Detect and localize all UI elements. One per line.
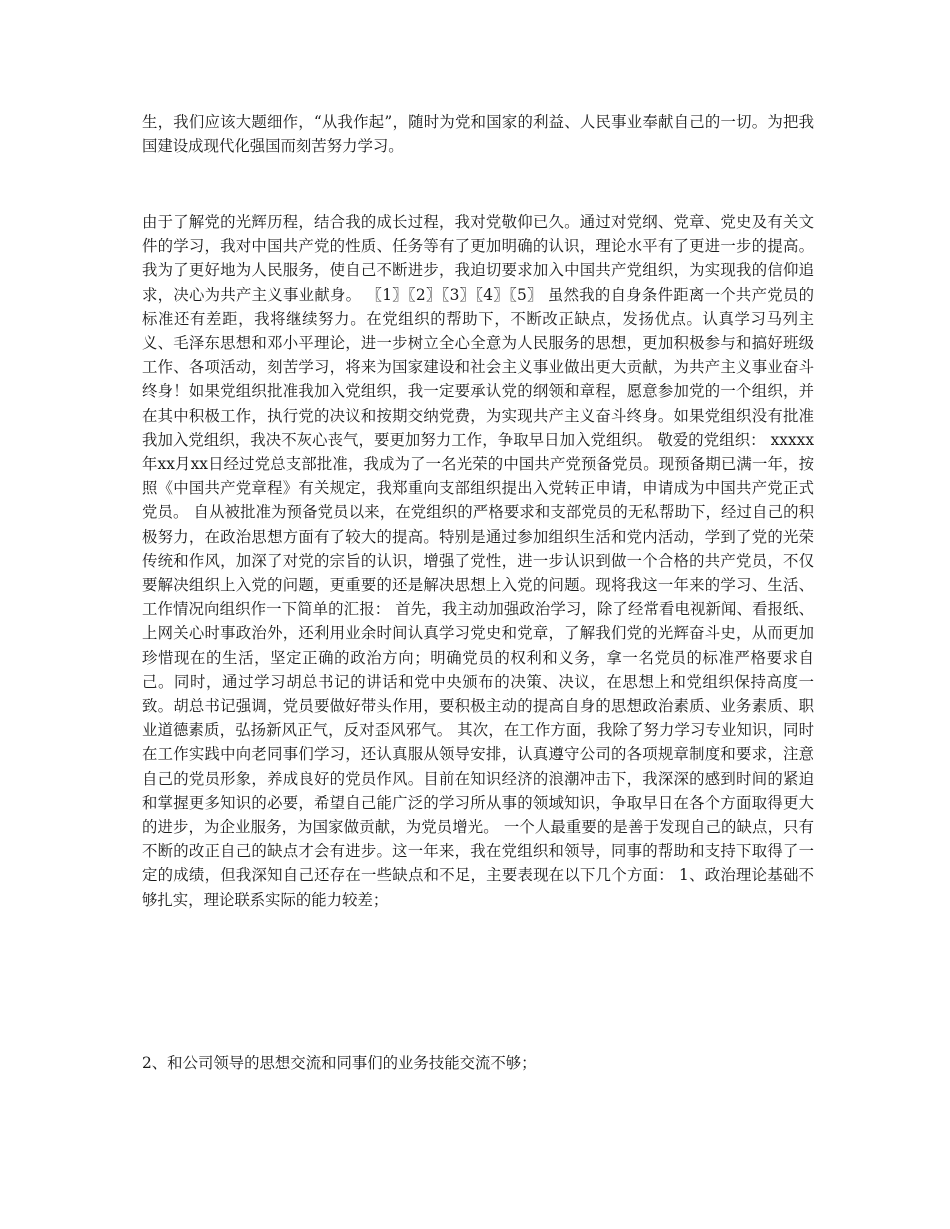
paragraph-2: 由于了解党的光辉历程，结合我的成长过程，我对党敬仰已久。通过对党纲、党章、党史及有关文件的学习，我对中国共产党的性质、任务等有了更加明确的认识，理论水平有了更进一步的提高。我为了更好地为人民服务，使自己不断进步，我迫切要求加入中国共产党组织，为实现我的信仰追求，决心为共产主义事业献身。 〖1〗〖2〗〖3〗〖4〗〖5〗 虽然我的自身条件距离一个共产党员的标准还有差距，我将继续努力。在党组织的帮助下，不断改正缺点，发扬优点。认真学习马列主义、毛泽东思想和邓小平理论，进一步树立全心全意为人民服务的思想，更加积极参与和搞好班级工作、各项活动，刻苦学习，将来为国家建设和社会主义事业做出更大贡献，为共产主义事业奋斗终身！如果党组织批准我加入党组织，我一定要承认党的纲领和章程，愿意参加党的一个组织，并在其中积极工作，执行党的决议和按期交纳党费，为实现共产主义奋斗终身。如果党组织没有批准我加入党组织，我决不灰心丧气，要更加努力工作，争取早日加入党组织。 敬爱的党组织： xxxxx年xx月xx日经过党总支部批准，我成为了一名光荣的中国共产党预备党员。现预备期已满一年，按照《中国共产党章程》有关规定，我郑重向支部组织提出入党转正申请，申请成为中国共产党正式党员。 自从被批准为预备党员以来，在党组织的严格要求和支部党员的无私帮助下，经过自己的积极努力，在政治思想方面有了较大的提高。特别是通过参加组织生活和党内活动，学到了党的光荣传统和作风，加深了对党的宗旨的认识，增强了党性，进一步认识到做一个合格的共产党员，不仅要解决组织上入党的问题，更重要的还是解决思想上入党的问题。现将我这一年来的学习、生活、工作情况向组织作一下简单的汇报： 首先，我主动加强政治学习，除了经常看电视新闻、看报纸、上网关心时事政治外，还利用业余时间认真学习党史和党章，了解我们党的光辉奋斗史，从而更加珍惜现在的生活，坚定正确的政治方向；明确党员的权利和义务，拿一名党员的标准严格要求自己。同时，通过学习胡总书记的讲话和党中央颁布的决策、决议，在思想上和党组织保持高度一致。胡总书记强调，党员要做好带头作用，要积极主动的提高自身的思想政治素质、业务素质、职业道德素质，弘扬新风正气，反对歪风邪气。 其次，在工作方面，我除了努力学习专业知识，同时在工作实践中向老同事们学习，还认真服从领导安排，认真遵守公司的各项规章制度和要求，注意自己的党员形象，养成良好的党员作风。目前在知识经济的浪潮冲击下，我深深的感到时间的紧迫和掌握更多知识的必要，希望自己能广泛的学习所从事的领域知识，争取早日在各个方面取得更大的进步，为企业服务，为国家做贡献，为党员增光。 一个人最重要的是善于发现自己的缺点，只有不断的改正自己的缺点才会有进步。这一年来，我在党组织和领导，同事的帮助和支持下取得了一定的成绩，但我深知自己还存在一些缺点和不足，主要表现在以下几个方面： 1、政治理论基础不够扎实，理论联系实际的能力较差； [142,213,814,909]
paragraph-3: 2、和公司领导的思想交流和同事们的业务技能交流不够； [142,1054,537,1072]
paragraph-1: 生，我们应该大题细作，“从我作起”，随时为党和国家的利益、人民事业奉献自己的一切。为把我国建设成现代化强国而刻苦努力学习。 [142,113,814,156]
